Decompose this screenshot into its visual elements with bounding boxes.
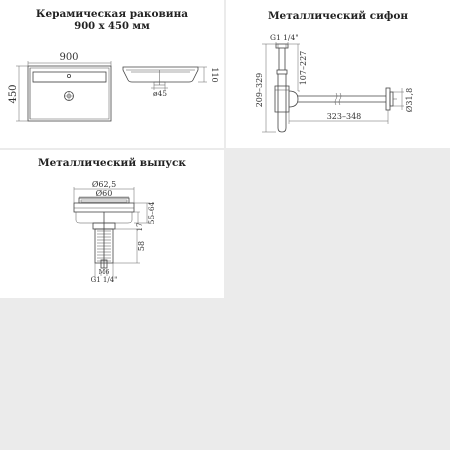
- siphon-title: Металлический сифон: [267, 10, 409, 22]
- siphon-drawing: [226, 0, 450, 148]
- basin-side-view: [123, 67, 198, 85]
- basin-dim-width: 900: [59, 52, 79, 63]
- siphon-dim-thread: G1 1/4": [270, 33, 299, 42]
- drain-panel: [0, 150, 224, 298]
- siphon-panel: [226, 0, 450, 148]
- drain-dim-flange: Ø62,5: [91, 180, 117, 189]
- drain-dim-body-h: 58: [137, 240, 146, 252]
- basin-subtitle: 900 х 450 мм: [74, 21, 150, 32]
- drain-body: [74, 198, 134, 268]
- empty-panel: [226, 150, 450, 298]
- basin-title: Керамическая раковина: [35, 8, 189, 20]
- siphon-dim-height-range: 209–329: [255, 72, 264, 108]
- basin-panel: [0, 0, 224, 148]
- drain-dim-thread: G1 1/4": [90, 276, 118, 284]
- drain-dim-flange-h: 17: [136, 222, 144, 232]
- basin-dim-height: 110: [210, 67, 219, 83]
- basin-drawing: [0, 0, 224, 148]
- drain-dim-range: 55–64: [147, 201, 156, 225]
- drain-title: Металлический выпуск: [38, 157, 186, 169]
- siphon-dim-outlet: Ø31,8: [405, 87, 414, 113]
- basin-top-view: [28, 66, 111, 121]
- drain-drawing: [0, 150, 224, 298]
- siphon-dim-length-range: 323–348: [326, 112, 362, 121]
- drain-dim-screw: M6: [98, 268, 110, 276]
- siphon-dim-upper-range: 107–227: [299, 50, 308, 86]
- basin-dim-depth: 450: [8, 84, 19, 104]
- basin-dim-drain: ø45: [152, 89, 168, 98]
- drain-dim-inner: Ø60: [95, 189, 113, 198]
